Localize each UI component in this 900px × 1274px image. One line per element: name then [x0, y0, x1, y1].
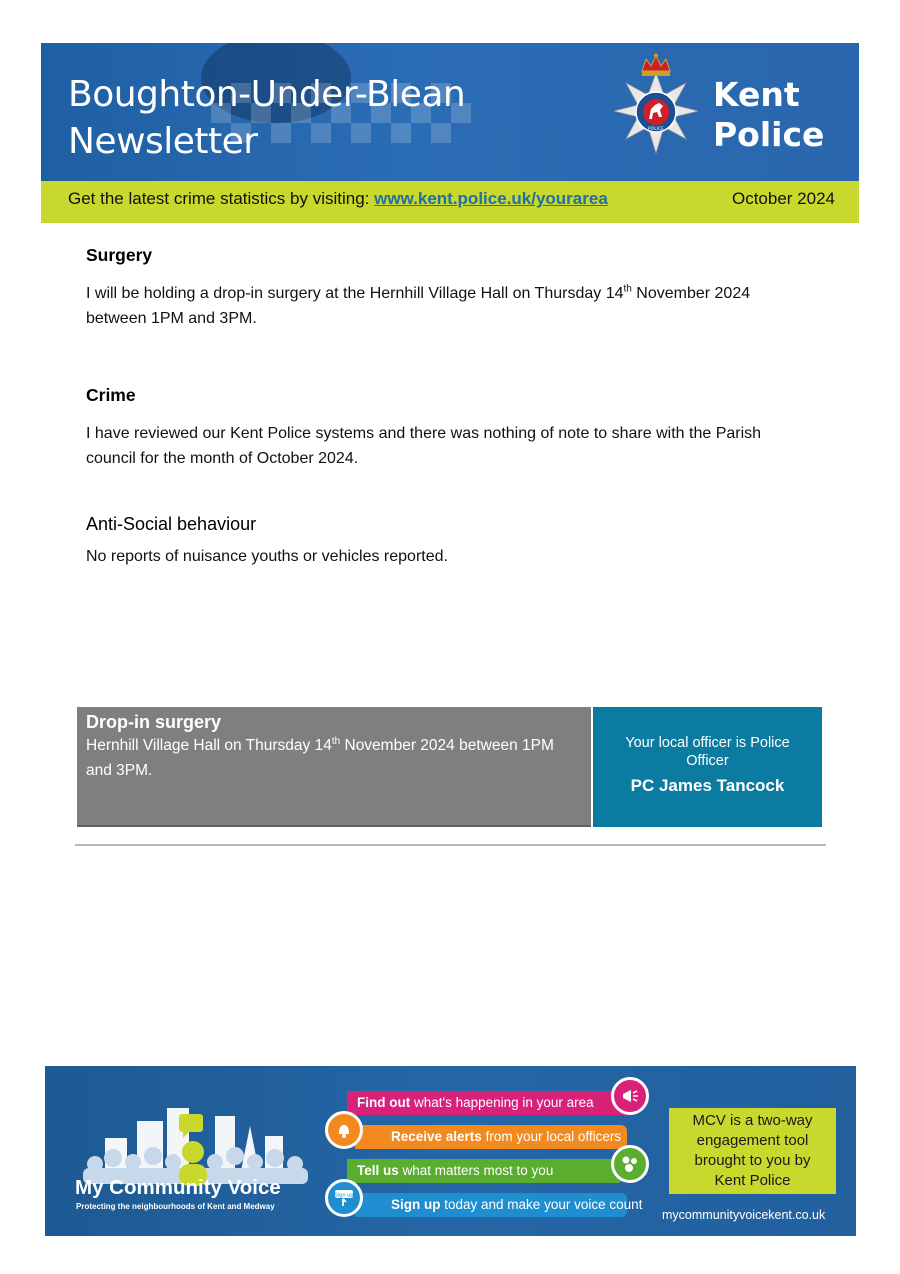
local-officer-box	[593, 707, 822, 827]
statistics-banner	[41, 181, 859, 223]
tell-us-pill: Tell us what matters most to you	[347, 1159, 623, 1183]
surgery-section	[86, 245, 806, 331]
mcv-tagline: Protecting the neighbourhoods of Kent and Medway	[76, 1202, 275, 1211]
surgery-heading: Surgery	[86, 245, 153, 265]
sign-up-pill: Sign up today and make your voice count	[355, 1193, 627, 1217]
newsletter-header	[41, 43, 859, 181]
mcv-info-box: MCV is a two-way engagement tool brought to you by Kent Police	[669, 1108, 836, 1194]
kent-police-crest-icon	[606, 53, 706, 165]
kent-police-logo-text: Kent Police	[713, 75, 825, 154]
statistics-text: Get the latest crime statistics by visiting: www.kent.police.uk/yourarea	[68, 189, 608, 208]
crime-heading: Crime	[86, 385, 136, 405]
receive-alerts-pill: Receive alerts from your local officers	[355, 1125, 627, 1149]
crime-text: I have reviewed our Kent Police systems and there was nothing of note to share with the Parish council for the month of October 2024.	[86, 425, 762, 467]
find-out-pill: Find out what's happening in your area	[347, 1091, 635, 1115]
anti-social-section	[86, 514, 806, 569]
crime-section	[86, 385, 806, 471]
crest-text: POLICE	[647, 127, 665, 132]
sign-up-icon	[325, 1179, 363, 1217]
alert-bell-icon	[325, 1111, 363, 1149]
drop-in-text: Hernhill Village Hall on Thursday 14th November 2024 between 1PM and 3PM.	[86, 735, 554, 779]
my-community-voice-banner[interactable]	[45, 1066, 856, 1236]
surgery-text: I will be holding a drop-in surgery at the Hernhill Village Hall on Thursday 14th November 2024 between 1PM and 3PM.	[86, 283, 751, 327]
officer-name: PC James Tancock	[630, 776, 785, 795]
officer-label: Your local officer is Police Officer	[625, 735, 790, 769]
mcv-brand: My Community Voice	[75, 1176, 281, 1199]
newsletter-date: October 2024	[731, 189, 835, 208]
mcv-website-link[interactable]: mycommunityvoicekent.co.uk	[662, 1208, 826, 1222]
anti-social-text: No reports of nuisance youths or vehicles reported.	[86, 548, 448, 565]
your-area-link[interactable]: www.kent.police.uk/yourarea	[374, 189, 608, 208]
newsletter-title: Boughton-Under-Blean Newsletter	[68, 74, 466, 162]
drop-in-heading: Drop-in surgery	[86, 712, 222, 732]
community-bubbles-icon	[611, 1145, 649, 1183]
svg-text:Sign up: Sign up	[334, 1192, 354, 1199]
megaphone-icon	[611, 1077, 649, 1115]
anti-social-heading: Anti-Social behaviour	[86, 514, 257, 534]
divider	[75, 844, 826, 846]
drop-in-surgery-box	[77, 707, 591, 827]
